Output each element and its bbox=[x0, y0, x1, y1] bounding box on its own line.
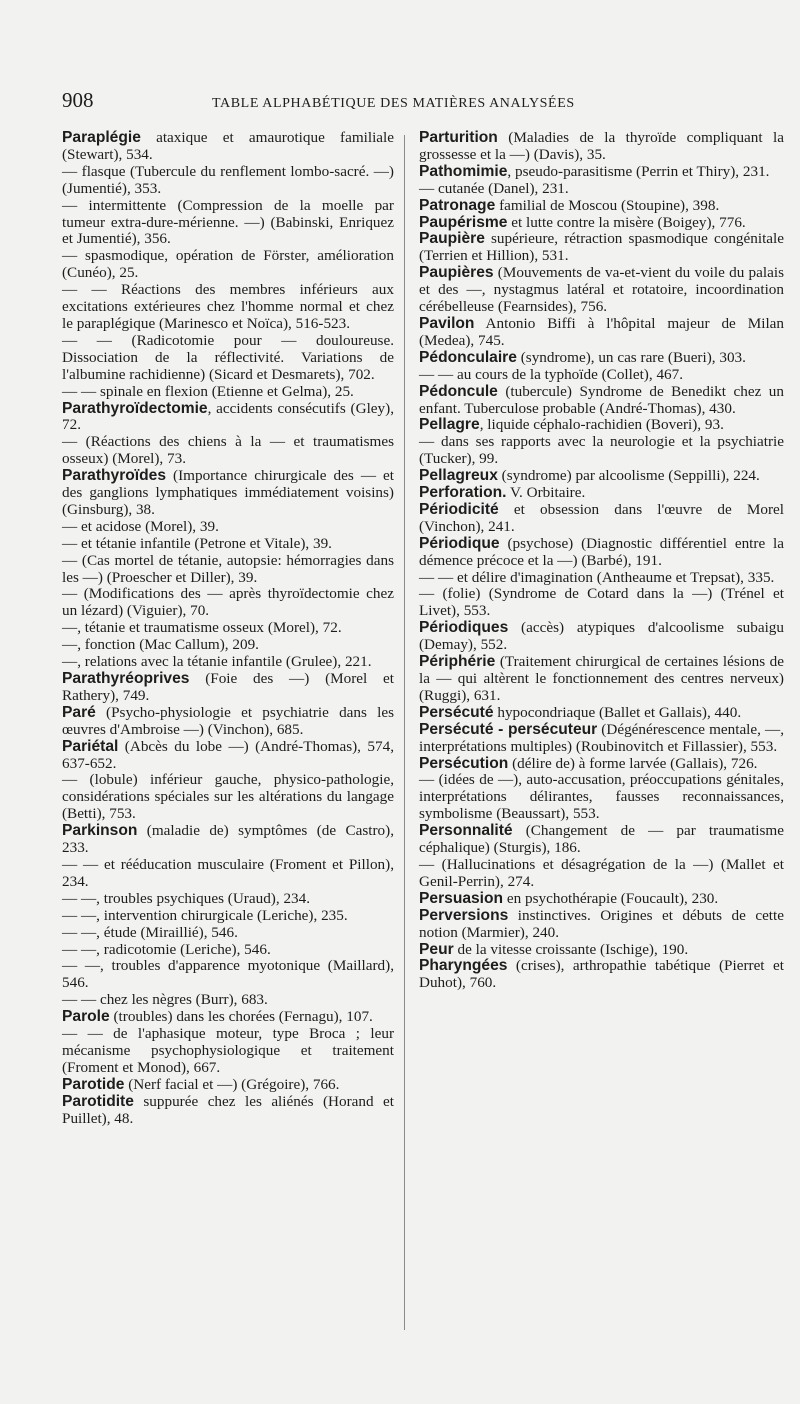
entry-headword: Paré bbox=[62, 703, 96, 721]
entry-headword: Pellagre bbox=[419, 416, 480, 434]
index-entry bbox=[419, 468, 784, 485]
index-entry bbox=[419, 181, 784, 198]
index-entry bbox=[419, 942, 784, 959]
page-number: 908 bbox=[62, 88, 94, 112]
index-entry bbox=[419, 772, 784, 823]
entry-headword: Paupières bbox=[419, 264, 494, 282]
entry-headword: Personnalité bbox=[419, 822, 513, 840]
entry-text: (troubles) dans les chorées (Fernagu), 107. bbox=[109, 1008, 373, 1026]
entry-headword: Persuasion bbox=[419, 889, 504, 907]
entry-text: (maladie de) symptômes (de Castro), 233. bbox=[62, 822, 394, 857]
entry-headword: Périodiques bbox=[419, 619, 509, 637]
entry-text: et obsession dans l'œuvre de Morel (Vinchon), 241. bbox=[419, 500, 784, 535]
index-entry bbox=[62, 553, 394, 587]
entry-text: — et tétanie infantile (Petrone et Vitale), 39. bbox=[62, 534, 332, 552]
index-entry bbox=[419, 417, 784, 434]
entry-headword: Persécuté bbox=[419, 703, 494, 721]
entry-text: — — et rééducation musculaire (Froment et Pillon), 234. bbox=[62, 855, 394, 890]
entry-text: (syndrome) par alcoolisme (Seppilli), 224. bbox=[497, 467, 760, 485]
entry-headword: Périodique bbox=[419, 534, 500, 552]
index-entry bbox=[62, 891, 394, 908]
index-entry bbox=[62, 671, 394, 705]
index-entry bbox=[419, 130, 784, 164]
entry-text: (délire de) à forme larvée (Gallais), 726. bbox=[508, 754, 758, 772]
entry-text: instinctives. Origines et débuts de cette notion (Marmier), 240. bbox=[419, 906, 784, 941]
running-title: TABLE ALPHABÉTIQUE DES MATIÈRES ANALYSÉES bbox=[212, 96, 575, 111]
index-entry bbox=[419, 908, 784, 942]
entry-text: — —, étude (Miraillié), 546. bbox=[62, 923, 238, 941]
entry-headword: Parole bbox=[62, 1008, 110, 1026]
index-entry bbox=[419, 164, 784, 181]
entry-text: — — chez les nègres (Burr), 683. bbox=[62, 991, 268, 1009]
entry-text: — intermittente (Compression de la moelle par tumeur extra-dure-mérienne. —) (Babinski, Enriquez et Jumentié), 356. bbox=[62, 196, 394, 248]
right-column bbox=[419, 130, 784, 992]
index-entry bbox=[62, 1009, 394, 1026]
entry-headword: Périphérie bbox=[419, 653, 496, 671]
index-entry bbox=[62, 536, 394, 553]
entry-text: ataxique et amaurotique familiale (Stewart), 534. bbox=[62, 129, 394, 163]
index-entry bbox=[419, 570, 784, 587]
entry-text: — — au cours de la typhoïde (Collet), 467. bbox=[419, 365, 684, 383]
entry-text: , liquide céphalo-rachidien (Boveri), 93. bbox=[479, 416, 724, 434]
index-entry bbox=[62, 519, 394, 536]
entry-text: (crises), arthropathie tabétique (Pierret et Duhot), 760. bbox=[419, 957, 784, 992]
entry-headword: Parturition bbox=[419, 129, 498, 146]
index-entry bbox=[419, 586, 784, 620]
entry-text: (accès) atypiques d'alcoolisme subaigu (Demay), 552. bbox=[419, 619, 784, 654]
index-entry bbox=[419, 654, 784, 705]
index-entry bbox=[419, 350, 784, 367]
entry-text: — spasmodique, opération de Förster, amélioration (Cunéo), 25. bbox=[62, 247, 394, 282]
index-entry bbox=[62, 772, 394, 823]
entry-text: — — spinale en flexion (Etienne et Gelma), 25. bbox=[62, 382, 354, 400]
index-entry bbox=[419, 215, 784, 232]
entry-headword: Pathomimie bbox=[419, 162, 508, 180]
entry-text: (Changement de — par traumatisme céphalique) (Sturgis), 186. bbox=[419, 822, 784, 857]
entry-text: (psychose) (Diagnostic différentiel entre la démence précoce et la —) (Barbé), 191. bbox=[419, 534, 784, 569]
entry-text: — —, troubles d'apparence myotonique (Maillard), 546. bbox=[62, 957, 394, 992]
entry-text: (Abcès du lobe —) (André-Thomas), 574, 637-652. bbox=[62, 737, 394, 772]
entry-headword: Perforation. bbox=[419, 484, 507, 502]
entry-text: — (lobule) inférieur gauche, physico-pathologie, considérations spéciales sur les altérations du langage (Betti), 753. bbox=[62, 771, 394, 823]
entry-text: — — de l'aphasique moteur, type Broca ; leur mécanisme psychophysiologique et traitement (Froment et Monod), 667. bbox=[62, 1025, 394, 1076]
entry-headword: Paupière bbox=[419, 230, 485, 248]
index-entry bbox=[62, 992, 394, 1009]
entry-headword: Parathyréoprives bbox=[62, 670, 190, 687]
entry-text: (Maladies de la thyroïde compliquant la grossesse et la —) (Davis), 35. bbox=[419, 129, 784, 163]
entry-text: (tubercule) Syndrome de Benedikt chez un enfant. Tuberculose probable (André-Thomas), 430. bbox=[419, 382, 784, 417]
entry-text: — (Hallucinations et désagrégation de la —) (Mallet et Genil-Perrin), 274. bbox=[419, 855, 784, 890]
index-entry bbox=[419, 384, 784, 418]
entry-headword: Pédoncule bbox=[419, 382, 498, 400]
entry-text: — (folie) (Syndrome de Cotard dans la —) (Trénel et Livet), 553. bbox=[419, 585, 784, 620]
entry-headword: Parotide bbox=[62, 1075, 125, 1093]
entry-text: suppurée chez les aliénés (Horand et Puillet), 48. bbox=[62, 1092, 394, 1127]
entry-text: — — (Radicotomie pour — douloureuse. Dissociation de la réflectivité. Variations de l'albumine rachidienne) (Sicard et Desmarets), 702. bbox=[62, 331, 394, 383]
entry-headword: Pharyngées bbox=[419, 957, 508, 975]
index-entry bbox=[62, 468, 394, 519]
entry-text: —, tétanie et traumatisme osseux (Morel), 72. bbox=[62, 619, 342, 637]
index-entry bbox=[419, 823, 784, 857]
index-entry bbox=[62, 739, 394, 773]
index-entry bbox=[62, 586, 394, 620]
entry-headword: Pariétal bbox=[62, 737, 119, 755]
entry-text: , pseudo-parasitisme (Perrin et Thiry), 231. bbox=[507, 162, 770, 180]
index-entry bbox=[62, 925, 394, 942]
index-entry bbox=[419, 705, 784, 722]
index-entry bbox=[62, 942, 394, 959]
index-entry bbox=[419, 620, 784, 654]
index-entry bbox=[62, 654, 394, 671]
column-divider bbox=[404, 135, 405, 1330]
page-header bbox=[62, 88, 760, 118]
index-entry bbox=[62, 1026, 394, 1077]
entry-headword: Pellagreux bbox=[419, 467, 498, 485]
entry-text: Antonio Biffi à l'hôpital majeur de Milan (Medea), 745. bbox=[419, 314, 784, 349]
entry-text: de la vitesse croissante (Ischige), 190. bbox=[453, 940, 689, 958]
entry-text: — dans ses rapports avec la neurologie et la psychiatrie (Tucker), 99. bbox=[419, 433, 784, 468]
entry-text: — (Modifications des — après thyroïdectomie chez un lézard) (Viguier), 70. bbox=[62, 585, 394, 620]
index-entry bbox=[419, 756, 784, 773]
entry-text: — —, intervention chirurgicale (Leriche), 235. bbox=[62, 906, 348, 924]
index-entry bbox=[419, 316, 784, 350]
index-entry bbox=[62, 384, 394, 401]
entry-text: (Psycho-physiologie et psychiatrie dans les œuvres d'Ambroise —) (Vinchon), 685. bbox=[62, 703, 394, 738]
entry-headword: Peur bbox=[419, 940, 454, 958]
index-entry bbox=[62, 434, 394, 468]
entry-headword: Paupérisme bbox=[419, 213, 508, 231]
index-entry bbox=[419, 891, 784, 908]
index-entry bbox=[62, 857, 394, 891]
entry-headword: Parathyroïdectomie bbox=[62, 399, 208, 417]
index-entry bbox=[62, 1077, 394, 1094]
entry-text: — et acidose (Morel), 39. bbox=[62, 517, 219, 535]
entry-text: et lutte contre la misère (Boigey), 776. bbox=[507, 213, 746, 231]
entry-text: (Traitement chirurgical de certaines lésions de la — qui altèrent le fonctionnement des centres nerveux) (Ruggi), 631. bbox=[419, 653, 784, 704]
entry-text: — (Réactions des chiens à la — et traumatismes osseux) (Morel), 73. bbox=[62, 433, 394, 468]
entry-text: (Importance chirurgicale des — et des ganglions lymphatiques immédiatement voisins) (Ginsburg), 38. bbox=[62, 467, 394, 518]
entry-text: —, fonction (Mac Callum), 209. bbox=[62, 636, 259, 654]
entry-headword: Patronage bbox=[419, 196, 496, 214]
entry-headword: Persécution bbox=[419, 754, 509, 772]
entry-headword: Persécuté - persécuteur bbox=[419, 720, 598, 738]
entry-text: , accidents consécutifs (Gley), 72. bbox=[62, 399, 394, 434]
index-entry bbox=[419, 367, 784, 384]
index-entry bbox=[62, 164, 394, 198]
index-entry bbox=[62, 620, 394, 637]
entry-text: — flasque (Tubercule du renflement lombo-sacré. —) (Jumentié), 353. bbox=[62, 162, 394, 197]
entry-text: familial de Moscou (Stoupine), 398. bbox=[495, 196, 720, 214]
index-entry bbox=[62, 705, 394, 739]
entry-text: en psychothérapie (Foucault), 230. bbox=[503, 889, 719, 907]
entry-text: — — Réactions des membres inférieurs aux excitations extérieures chez l'homme normal et chez le paraplégique (Marinesco et Noïca), 516-523. bbox=[62, 281, 394, 332]
entry-headword: Paraplégie bbox=[62, 129, 141, 146]
index-entry bbox=[62, 637, 394, 654]
index-entry bbox=[419, 722, 784, 756]
index-entry bbox=[62, 333, 394, 384]
index-entry bbox=[419, 857, 784, 891]
entry-headword: Périodicité bbox=[419, 500, 499, 518]
entry-text: V. Orbitaire. bbox=[506, 484, 586, 502]
entry-text: — —, troubles psychiques (Uraud), 234. bbox=[62, 889, 311, 907]
index-entry bbox=[419, 485, 784, 502]
index-entry bbox=[419, 434, 784, 468]
entry-text: —, relations avec la tétanie infantile (Grulee), 221. bbox=[62, 653, 372, 671]
index-entry bbox=[419, 231, 784, 265]
entry-text: supérieure, rétraction spasmodique congénitale (Terrien et Hillion), 531. bbox=[419, 230, 784, 265]
index-entry bbox=[62, 282, 394, 333]
entry-headword: Pavilon bbox=[419, 314, 475, 332]
left-column bbox=[62, 130, 394, 1127]
index-entry bbox=[62, 130, 394, 164]
index-entry bbox=[62, 823, 394, 857]
entry-headword: Parathyroïdes bbox=[62, 467, 167, 485]
entry-text: (syndrome), un cas rare (Bueri), 303. bbox=[516, 348, 746, 366]
entry-text: (Nerf facial et —) (Grégoire), 766. bbox=[124, 1075, 340, 1093]
index-entry bbox=[419, 536, 784, 570]
index-entry bbox=[62, 248, 394, 282]
entry-headword: Parotidite bbox=[62, 1092, 134, 1110]
entry-text: — —, radicotomie (Leriche), 546. bbox=[62, 940, 271, 958]
index-entry bbox=[419, 198, 784, 215]
entry-text: — (idées de —), auto-accusation, préoccupations génitales, interprétations délirantes, fausses reconnaissances, symbolisme (Beaussart), 553. bbox=[419, 771, 784, 823]
entry-text: (Mouvements de va-et-vient du voile du palais et des —, nystagmus latéral et rotatoire, incoordination cérébelleuse (Fearnsides), 756. bbox=[419, 264, 784, 316]
entry-headword: Pédonculaire bbox=[419, 348, 517, 366]
index-entry bbox=[419, 502, 784, 536]
entry-text: (Dégénérescence mentale, —, interprétations multiples) (Roubinovitch et Fillassier), 553. bbox=[419, 720, 784, 755]
entry-text: — — et délire d'imagination (Antheaume et Trepsat), 335. bbox=[419, 568, 775, 586]
entry-headword: Perversions bbox=[419, 906, 509, 924]
entry-text: (Foie des —) (Morel et Rathery), 749. bbox=[62, 670, 394, 704]
entry-headword: Parkinson bbox=[62, 822, 138, 840]
entry-text: hypocondriaque (Ballet et Gallais), 440. bbox=[493, 703, 742, 721]
index-entry bbox=[419, 265, 784, 316]
index-entry bbox=[62, 908, 394, 925]
index-entry bbox=[62, 198, 394, 249]
index-entry bbox=[62, 1094, 394, 1128]
entry-text: — (Cas mortel de tétanie, autopsie: hémorragies dans les —) (Proescher et Diller), 39. bbox=[62, 551, 394, 586]
index-entry bbox=[419, 958, 784, 992]
entry-text: — cutanée (Danel), 231. bbox=[419, 179, 569, 197]
index-entry bbox=[62, 401, 394, 435]
index-entry bbox=[62, 958, 394, 992]
